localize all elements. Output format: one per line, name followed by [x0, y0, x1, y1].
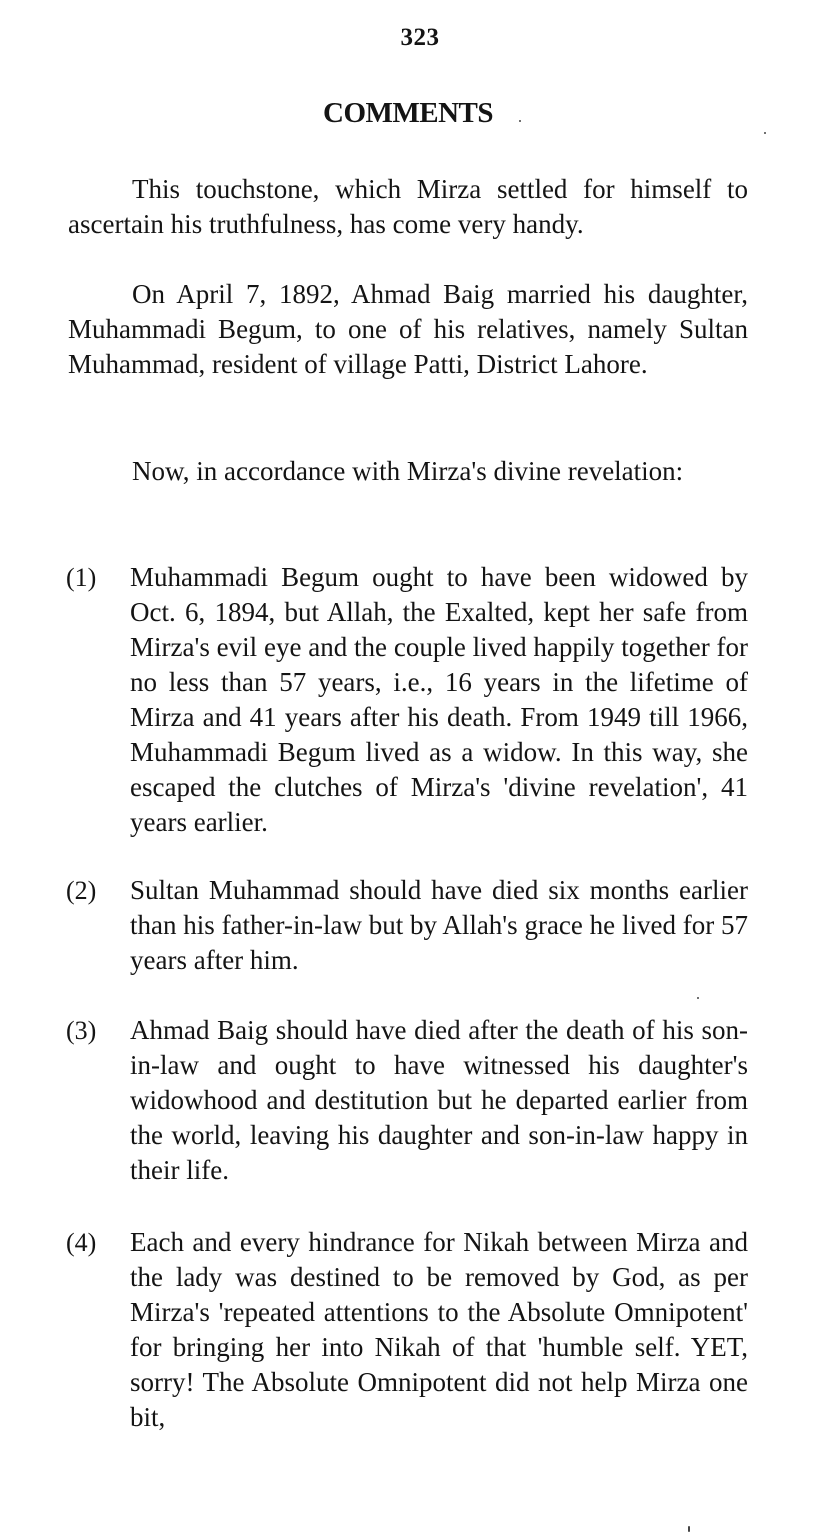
- list-item-text: Ahmad Baig should have died after the death of his son-in-law and ought to have witnessed his daughter's widowhood and destitution but he departed earlier from the world, leaving his daughter and son-in-law happy in their life.: [130, 1015, 748, 1185]
- paragraph-marriage: On April 7, 1892, Ahmad Baig married his daughter, Muhammadi Begum, to one of his relatives, namely Sultan Muhammad, resident of village Patti, District Lahore.: [68, 279, 748, 379]
- paragraph-touchstone: This touchstone, which Mirza settled for himself to ascertain his truthfulness, has come very handy.: [68, 174, 748, 239]
- page-number: 323: [400, 24, 440, 51]
- section-heading: COMMENTS: [323, 97, 493, 129]
- list-item-text: Each and every hindrance for Nikah between Mirza and the lady was destined to be removed by God, as per Mirza's 'repeated attentions to the Absolute Omnipotent' for bringing her into Nikah of that 'humble self. YET, sorry! The Absolute Omnipotent did not help Mirza one bit,: [130, 1227, 748, 1432]
- list-item-number: (2): [66, 876, 97, 905]
- scan-speck: [519, 120, 521, 122]
- scan-speck: [688, 1526, 690, 1532]
- list-item-text: Muhammadi Begum ought to have been widowed by Oct. 6, 1894, but Allah, the Exalted, kept her safe from Mirza's evil eye and the couple lived happily together for no less than 57 years, i.e., 16 years in the lifetime of Mirza and 41 years after his death. From 1949 till 1966, Muhammadi Begum lived as a widow. In this way, she escaped the clutches of Mirza's 'divine revelation', 41 years earlier.: [130, 562, 748, 837]
- list-item-number: (4): [66, 1228, 97, 1257]
- list-item-text: Sultan Muhammad should have died six months earlier than his father-in-law but by Allah's grace he lived for 57 years after him.: [130, 875, 748, 975]
- paragraph-revelation-intro: Now, in accordance with Mirza's divine revelation:: [132, 456, 684, 486]
- scan-speck: [764, 132, 766, 134]
- list-item-number: (1): [66, 563, 97, 592]
- scan-speck: [697, 997, 699, 999]
- list-item-number: (3): [66, 1016, 97, 1045]
